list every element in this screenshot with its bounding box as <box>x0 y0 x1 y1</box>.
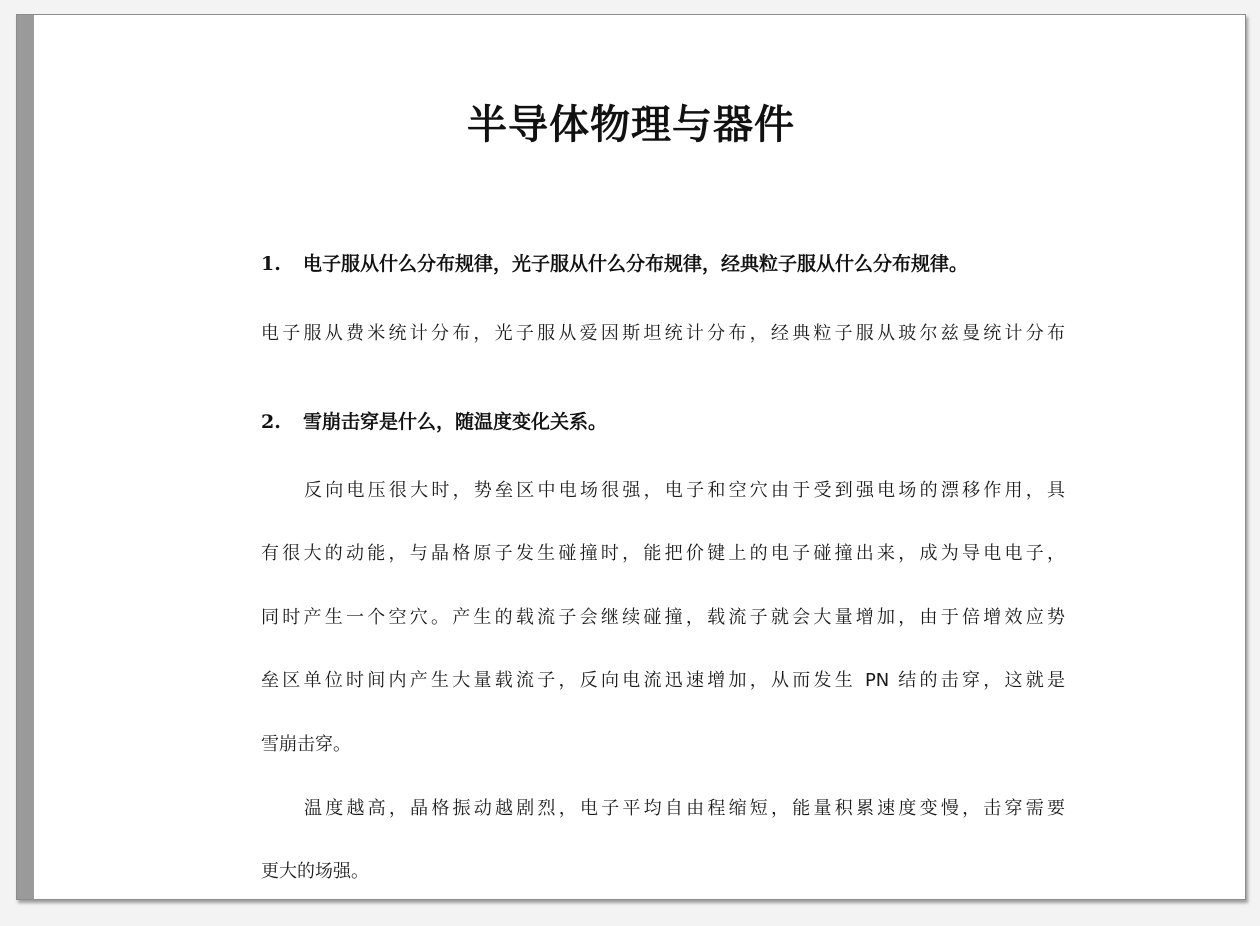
question-2-text: 雪崩击穿是什么，随温度变化关系。 <box>303 411 608 433</box>
question-1 <box>261 249 968 276</box>
question-1-number: 1. <box>261 253 281 275</box>
answer-1: 电子服从费米统计分布，光子服从爱因斯坦统计分布，经典粒子服从玻尔兹曼统计分布 <box>261 323 1065 344</box>
answer-2-line: 更大的场强。 <box>261 861 369 882</box>
answer-2-line: 反向电压很大时，势垒区中电场很强，电子和空穴由于受到强电场的漂移作用，具 <box>304 480 1065 501</box>
answer-2-line: 雪崩击穿。 <box>261 734 351 755</box>
document-title: 半导体物理与器件 <box>467 102 795 148</box>
question-2-number: 2. <box>261 411 281 433</box>
answer-2-line: 同时产生一个空穴。产生的载流子会继续碰撞，载流子就会大量增加，由于倍增效应势 <box>261 607 1065 628</box>
answer-2-line: 垒区单位时间内产生大量载流子，反向电流迅速增加，从而发生 PN 结的击穿，这就是 <box>261 670 1065 691</box>
question-2 <box>261 407 607 434</box>
document-page <box>16 14 1246 900</box>
answer-2-line: 温度越高，晶格振动越剧烈，电子平均自由程缩短，能量积累速度变慢，击穿需要 <box>304 798 1065 819</box>
answer-2-line: 有很大的动能，与晶格原子发生碰撞时，能把价键上的电子碰撞出来，成为导电电子， <box>261 543 1065 564</box>
question-1-text: 电子服从什么分布规律，光子服从什么分布规律，经典粒子服从什么分布规律。 <box>303 253 969 275</box>
